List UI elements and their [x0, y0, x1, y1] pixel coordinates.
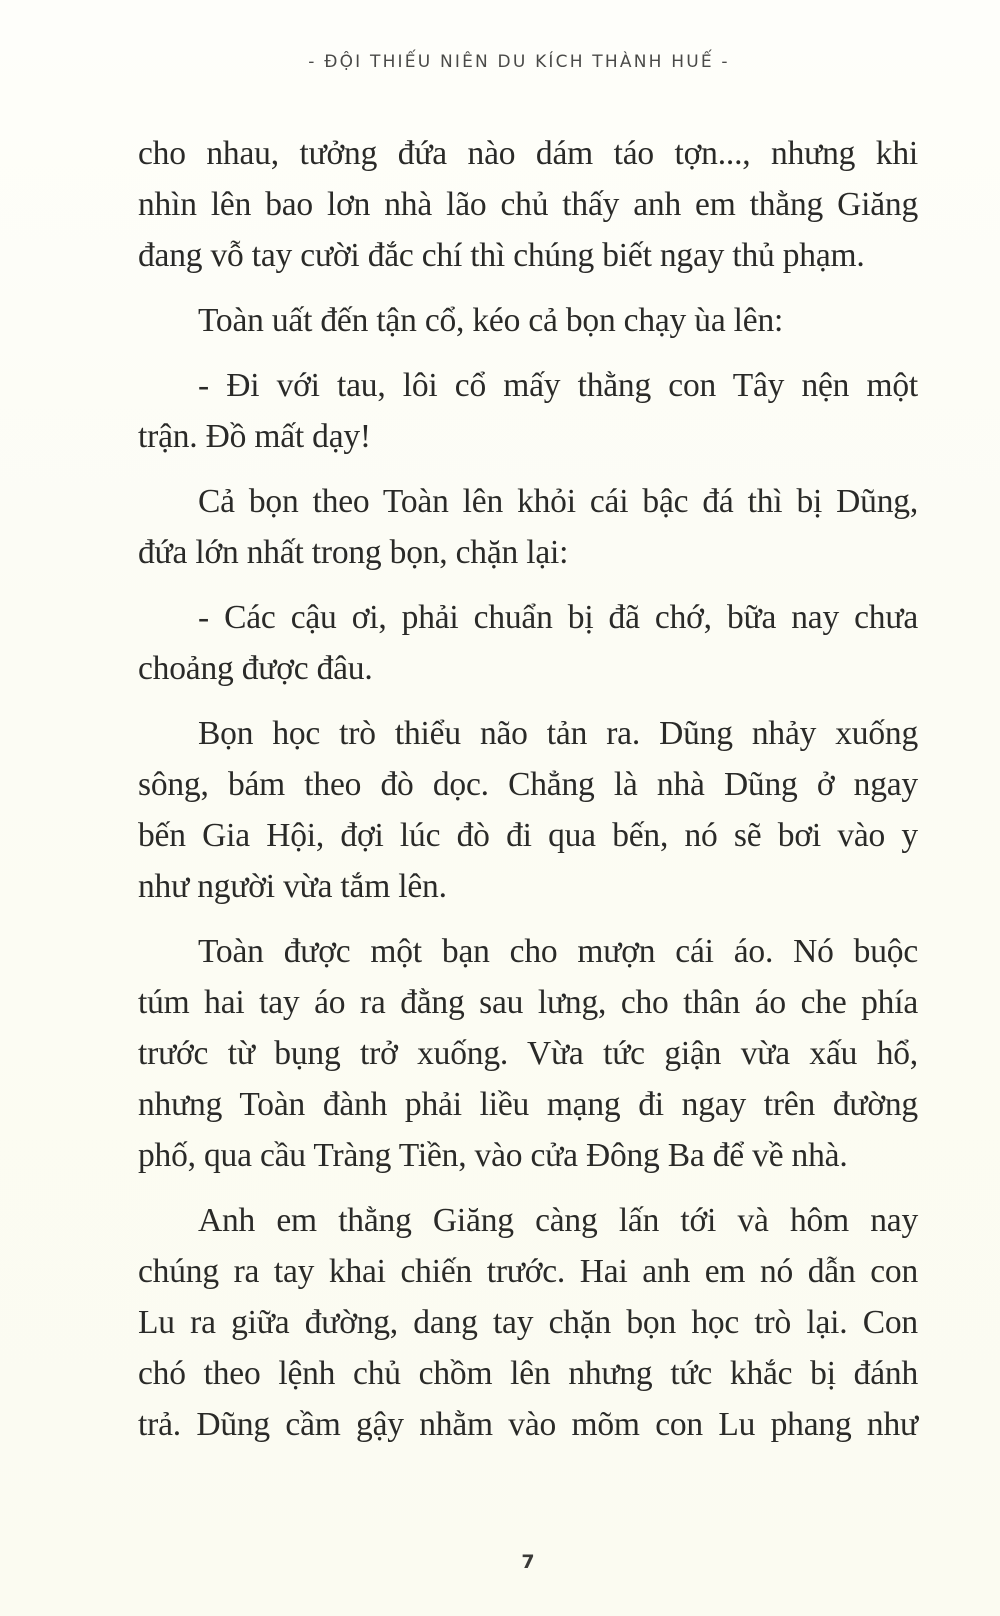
text-line: như người vừa tắm lên. — [138, 868, 447, 905]
text-line: trả. Dũng cầm gậy nhằm vào mõm con Lu phang như — [138, 1406, 918, 1443]
text-line: nhìn lên bao lơn nhà lão chủ thấy anh em thằng Giăng — [138, 186, 918, 223]
text-line: túm hai tay áo ra đằng sau lưng, cho thân áo che phía — [138, 984, 918, 1021]
text-line: Toàn được một bạn cho mượn cái áo. Nó buộc — [198, 933, 918, 970]
body-text — [138, 128, 918, 1450]
dialogue-line: - Đi với tau, lôi cổ mấy thằng con Tây nện một — [198, 367, 918, 404]
text-line: đang vỗ tay cười đắc chí thì chúng biết ngay thủ phạm. — [138, 237, 865, 274]
text-line: đứa lớn nhất trong bọn, chặn lại: — [138, 534, 569, 571]
text-line: chúng ra tay khai chiến trước. Hai anh em nó dẫn con — [138, 1253, 918, 1290]
dialogue-line: - Các cậu ơi, phải chuẩn bị đã chớ, bữa nay chưa — [198, 599, 918, 636]
text-line: Cả bọn theo Toàn lên khỏi cái bậc đá thì bị Dũng, — [198, 483, 918, 520]
text-line: Anh em thằng Giăng càng lấn tới và hôm nay — [198, 1202, 918, 1239]
dialogue-line: choảng được đâu. — [138, 650, 373, 687]
text-line: chó theo lệnh chủ chồm lên nhưng tức khắc bị đánh — [138, 1355, 918, 1392]
text-line: Bọn học trò thiểu não tản ra. Dũng nhảy xuống — [198, 715, 918, 752]
running-header: - ĐỘI THIẾU NIÊN DU KÍCH THÀNH HUẾ - — [308, 52, 730, 72]
text-line: Lu ra giữa đường, dang tay chặn bọn học trò lại. Con — [138, 1304, 918, 1341]
text-line: phố, qua cầu Tràng Tiền, vào cửa Đông Ba để về nhà. — [138, 1137, 848, 1174]
text-line: Toàn uất đến tận cổ, kéo cả bọn chạy ùa lên: — [198, 302, 784, 339]
text-line: trước từ bụng trở xuống. Vừa tức giận vừa xấu hổ, — [138, 1035, 918, 1072]
text-line: sông, bám theo đò dọc. Chẳng là nhà Dũng ở ngay — [138, 766, 918, 803]
dialogue-line: trận. Đồ mất dạy! — [138, 418, 371, 455]
text-line: bến Gia Hội, đợi lúc đò đi qua bến, nó sẽ bơi vào y — [138, 817, 918, 854]
text-line: cho nhau, tưởng đứa nào dám táo tợn..., nhưng khi — [138, 135, 918, 172]
page-number: 7 — [521, 1551, 535, 1573]
text-line: nhưng Toàn đành phải liều mạng đi ngay trên đường — [138, 1086, 918, 1123]
